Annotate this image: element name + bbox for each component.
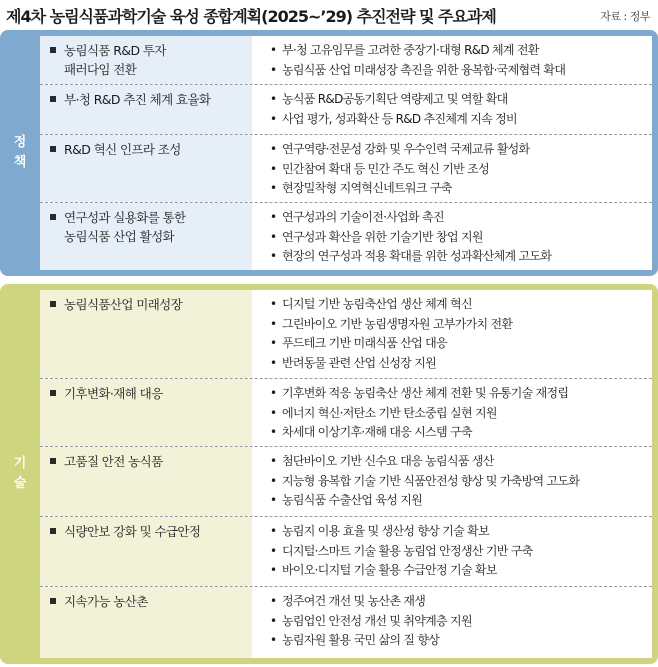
square-bullet-icon bbox=[50, 96, 56, 102]
item-list bbox=[252, 447, 652, 516]
item-list bbox=[252, 290, 652, 378]
list-item: • 에너지 혁신·저탄소 기반 탄소중립 실현 지원 bbox=[270, 405, 497, 420]
task-cell: 식량안보 강화 및 수급안정 bbox=[40, 517, 252, 586]
table-row bbox=[40, 290, 652, 378]
square-bullet-icon bbox=[50, 214, 56, 220]
list-item: • 연구성과 확산을 위한 기술기반 창업 지원 bbox=[270, 229, 483, 244]
square-bullet-icon bbox=[50, 458, 56, 464]
list-item: • 첨단바이오 기반 신수요 대응 농림식품 생산 bbox=[270, 454, 494, 468]
list-item: • 정주여건 개선 및 농산촌 재생 bbox=[270, 594, 426, 608]
policy-table bbox=[40, 36, 652, 270]
square-bullet-icon bbox=[50, 301, 56, 307]
table-row bbox=[40, 378, 652, 446]
list-item: • 바이오·디지털 기술 활용 수급안정 기술 확보 bbox=[270, 563, 497, 577]
tech-table bbox=[40, 290, 652, 658]
table-row bbox=[40, 36, 652, 84]
square-bullet-icon bbox=[50, 528, 56, 534]
list-item: • 농식품 R&D공동기획단 역량제고 및 역할 확대 bbox=[270, 92, 508, 106]
list-item: • 기후변화 적응 농림축산 생산 체계 전환 및 유통기술 재정립 bbox=[270, 386, 569, 400]
table-row bbox=[40, 202, 652, 270]
task-cell: 기후변화·재해 대응 bbox=[40, 379, 252, 446]
square-bullet-icon bbox=[50, 47, 56, 53]
task-cell: 고품질 안전 농식품 bbox=[40, 447, 252, 516]
list-item: • 디지털 기반 농림축산업 생산 체계 혁신 bbox=[270, 297, 472, 311]
table-row bbox=[40, 134, 652, 202]
square-bullet-icon bbox=[50, 598, 56, 604]
square-bullet-icon bbox=[50, 146, 56, 152]
task-cell: 농림식품산업 미래성장 bbox=[40, 290, 252, 378]
list-item: • 푸드테크 기반 미래식품 산업 대응 bbox=[270, 336, 447, 350]
tech-section bbox=[0, 284, 658, 664]
table-row bbox=[40, 516, 652, 586]
page-title: 제4차 농림식품과학기술 육성 종합계획(2025~’29) 추진전략 및 주요과제 bbox=[6, 7, 496, 26]
square-bullet-icon bbox=[50, 390, 56, 396]
table-row bbox=[40, 586, 652, 658]
list-item: • 연구성과의 기술이전·사업화 촉진 bbox=[270, 210, 444, 224]
list-item: • 농림식품 산업 미래성장 촉진을 위한 융복합·국제협력 확대 bbox=[270, 62, 566, 77]
list-item: • 차세대 이상기후·재해 대응 시스템 구축 bbox=[270, 425, 472, 439]
list-item: • 디지털·스마트 기술 활용 농림업 안정생산 기반 구축 bbox=[270, 543, 533, 558]
item-list bbox=[252, 587, 652, 658]
table-row bbox=[40, 84, 652, 134]
item-list bbox=[252, 379, 652, 446]
item-list bbox=[252, 85, 652, 134]
table-row bbox=[40, 446, 652, 516]
list-item: • 민간참여 확대 등 민간 주도 혁신 기반 조성 bbox=[270, 161, 489, 176]
tech-section-label: 기 술 bbox=[13, 456, 27, 491]
task-cell: 연구성과 실용화를 통한 농림식품 산업 활성화 bbox=[40, 203, 252, 270]
task-cell: 부·청 R&D 추진 체계 효율화 bbox=[40, 85, 252, 134]
policy-section-label: 정 책 bbox=[13, 135, 27, 170]
list-item: • 부·청 고유임무를 고려한 중장기·대형 R&D 체계 전환 bbox=[270, 43, 539, 57]
list-item: • 그린바이오 기반 농림생명자원 고부가가치 전환 bbox=[270, 316, 513, 331]
list-item: • 농림지 이용 효율 및 생산성 향상 기술 확보 bbox=[270, 524, 489, 538]
item-list bbox=[252, 203, 652, 270]
list-item: • 연구역량·전문성 강화 및 우수인력 국제교류 활성화 bbox=[270, 142, 530, 156]
task-cell: 지속가능 농산촌 bbox=[40, 587, 252, 658]
list-item: • 사업 평가, 성과확산 등 R&D 추진체계 지속 정비 bbox=[270, 111, 517, 126]
task-cell: R&D 혁신 인프라 조성 bbox=[40, 135, 252, 202]
source-note: 자료 : 정부 bbox=[600, 10, 650, 23]
list-item: • 농림식품 수출산업 육성 지원 bbox=[270, 493, 423, 507]
list-item: • 농림자원 활용 국민 삶의 질 향상 bbox=[270, 633, 440, 647]
list-item: • 반려동물 관련 산업 신성장 지원 bbox=[270, 355, 437, 370]
item-list bbox=[252, 135, 652, 202]
task-cell: 농림식품 R&D 투자 패러다임 전환 bbox=[40, 36, 252, 84]
policy-section bbox=[0, 30, 658, 276]
list-item: • 농림업인 안전성 개선 및 취약계층 지원 bbox=[270, 613, 472, 628]
list-item: • 지능형 융복합 기술 기반 식품안전성 향상 및 가축방역 고도화 bbox=[270, 473, 580, 488]
item-list bbox=[252, 36, 652, 84]
list-item: • 현장밀착형 지역혁신네트워크 구축 bbox=[270, 181, 452, 195]
item-list bbox=[252, 517, 652, 586]
list-item: • 현장의 연구성과 적용 확대를 위한 성과확산체계 고도화 bbox=[270, 249, 552, 263]
